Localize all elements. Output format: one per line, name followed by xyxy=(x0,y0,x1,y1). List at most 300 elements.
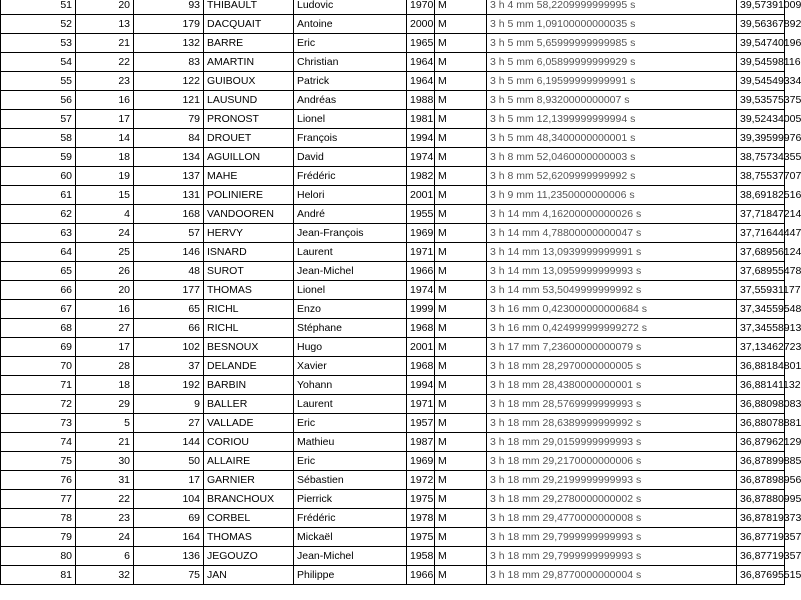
category-rank-cell: 15 xyxy=(76,186,134,205)
firstname-cell: Andréas xyxy=(294,91,407,110)
sex-cell: M xyxy=(435,281,487,300)
birthyear-cell: 1966 xyxy=(407,262,435,281)
bib-cell: 137 xyxy=(134,167,204,186)
category-rank-cell: 21 xyxy=(76,34,134,53)
bib-cell: 146 xyxy=(134,243,204,262)
category-rank-cell: 6 xyxy=(76,547,134,566)
category-rank-cell: 32 xyxy=(76,566,134,585)
rank-cell: 79 xyxy=(1,528,76,547)
lastname-cell: BALLER xyxy=(204,395,294,414)
firstname-cell: David xyxy=(294,148,407,167)
time-cell: 3 h 5 mm 12,1399999999994 s xyxy=(487,110,737,129)
table-row xyxy=(1,395,785,414)
rank-cell: 80 xyxy=(1,547,76,566)
time-cell: 3 h 5 mm 6,19599999999991 s xyxy=(487,72,737,91)
bib-cell: 122 xyxy=(134,72,204,91)
speed-cell: 39,54740196 xyxy=(737,34,785,53)
sex-cell: M xyxy=(435,414,487,433)
birthyear-cell: 2001 xyxy=(407,186,435,205)
sex-cell: M xyxy=(435,528,487,547)
birthyear-cell: 1968 xyxy=(407,357,435,376)
firstname-cell: Frédéric xyxy=(294,167,407,186)
speed-cell: 37,68956124 xyxy=(737,243,785,262)
birthyear-cell: 1974 xyxy=(407,148,435,167)
time-cell: 3 h 18 mm 29,7999999999993 s xyxy=(487,528,737,547)
sex-cell: M xyxy=(435,91,487,110)
birthyear-cell: 2000 xyxy=(407,15,435,34)
category-rank-cell: 30 xyxy=(76,452,134,471)
category-rank-cell: 23 xyxy=(76,509,134,528)
speed-cell: 38,69182516 xyxy=(737,186,785,205)
speed-cell: 36,87719357 xyxy=(737,547,785,566)
time-cell: 3 h 18 mm 29,7999999999993 s xyxy=(487,547,737,566)
category-rank-cell: 31 xyxy=(76,471,134,490)
lastname-cell: BARBIN xyxy=(204,376,294,395)
birthyear-cell: 1971 xyxy=(407,243,435,262)
rank-cell: 52 xyxy=(1,15,76,34)
birthyear-cell: 1971 xyxy=(407,395,435,414)
rank-cell: 57 xyxy=(1,110,76,129)
sex-cell: M xyxy=(435,319,487,338)
sex-cell: M xyxy=(435,34,487,53)
rank-cell: 64 xyxy=(1,243,76,262)
sex-cell: M xyxy=(435,15,487,34)
bib-cell: 66 xyxy=(134,319,204,338)
speed-cell: 39,52434005 xyxy=(737,110,785,129)
speed-cell: 39,57391009 xyxy=(737,0,785,15)
birthyear-cell: 1975 xyxy=(407,528,435,547)
table-row xyxy=(1,281,785,300)
time-cell: 3 h 18 mm 28,4380000000001 s xyxy=(487,376,737,395)
rank-cell: 54 xyxy=(1,53,76,72)
rank-cell: 70 xyxy=(1,357,76,376)
time-cell: 3 h 18 mm 29,2780000000002 s xyxy=(487,490,737,509)
table-row xyxy=(1,452,785,471)
firstname-cell: Stéphane xyxy=(294,319,407,338)
rank-cell: 71 xyxy=(1,376,76,395)
lastname-cell: CORBEL xyxy=(204,509,294,528)
speed-cell: 39,56367892 xyxy=(737,15,785,34)
category-rank-cell: 19 xyxy=(76,167,134,186)
firstname-cell: Laurent xyxy=(294,395,407,414)
bib-cell: 136 xyxy=(134,547,204,566)
sex-cell: M xyxy=(435,148,487,167)
speed-cell: 36,87719357 xyxy=(737,528,785,547)
firstname-cell: Antoine xyxy=(294,15,407,34)
sex-cell: M xyxy=(435,129,487,148)
birthyear-cell: 1969 xyxy=(407,224,435,243)
firstname-cell: Lionel xyxy=(294,110,407,129)
firstname-cell: Philippe xyxy=(294,566,407,585)
table-row xyxy=(1,34,785,53)
birthyear-cell: 1988 xyxy=(407,91,435,110)
speed-cell: 36,88141132 xyxy=(737,376,785,395)
speed-cell: 39,54598116 xyxy=(737,53,785,72)
lastname-cell: AGUILLON xyxy=(204,148,294,167)
sex-cell: M xyxy=(435,262,487,281)
bib-cell: 164 xyxy=(134,528,204,547)
lastname-cell: AMARTIN xyxy=(204,53,294,72)
lastname-cell: BRANCHOUX xyxy=(204,490,294,509)
category-rank-cell: 20 xyxy=(76,0,134,15)
lastname-cell: RICHL xyxy=(204,319,294,338)
table-row xyxy=(1,243,785,262)
firstname-cell: Xavier xyxy=(294,357,407,376)
firstname-cell: Jean-Michel xyxy=(294,547,407,566)
time-cell: 3 h 16 mm 0,424999999999272 s xyxy=(487,319,737,338)
time-cell: 3 h 14 mm 4,78800000000047 s xyxy=(487,224,737,243)
time-cell: 3 h 18 mm 28,2970000000005 s xyxy=(487,357,737,376)
firstname-cell: Jean-François xyxy=(294,224,407,243)
lastname-cell: DACQUAIT xyxy=(204,15,294,34)
lastname-cell: BESNOUX xyxy=(204,338,294,357)
category-rank-cell: 22 xyxy=(76,53,134,72)
firstname-cell: François xyxy=(294,129,407,148)
rank-cell: 66 xyxy=(1,281,76,300)
time-cell: 3 h 5 mm 48,3400000000001 s xyxy=(487,129,737,148)
rank-cell: 51 xyxy=(1,0,76,15)
speed-cell: 37,71644447 xyxy=(737,224,785,243)
birthyear-cell: 1972 xyxy=(407,471,435,490)
firstname-cell: Hugo xyxy=(294,338,407,357)
table-row xyxy=(1,357,785,376)
speed-cell: 36,87880995 xyxy=(737,490,785,509)
lastname-cell: RICHL xyxy=(204,300,294,319)
sex-cell: M xyxy=(435,338,487,357)
firstname-cell: Yohann xyxy=(294,376,407,395)
time-cell: 3 h 14 mm 13,0959999999993 s xyxy=(487,262,737,281)
sex-cell: M xyxy=(435,547,487,566)
lastname-cell: VALLADE xyxy=(204,414,294,433)
rank-cell: 65 xyxy=(1,262,76,281)
birthyear-cell: 1966 xyxy=(407,566,435,585)
table-row xyxy=(1,490,785,509)
rank-cell: 68 xyxy=(1,319,76,338)
lastname-cell: THIBAULT xyxy=(204,0,294,15)
category-rank-cell: 16 xyxy=(76,91,134,110)
category-rank-cell: 5 xyxy=(76,414,134,433)
table-row xyxy=(1,224,785,243)
lastname-cell: POLINIERE xyxy=(204,186,294,205)
lastname-cell: ISNARD xyxy=(204,243,294,262)
rank-cell: 58 xyxy=(1,129,76,148)
sex-cell: M xyxy=(435,0,487,15)
firstname-cell: Eric xyxy=(294,414,407,433)
rank-cell: 53 xyxy=(1,34,76,53)
bib-cell: 177 xyxy=(134,281,204,300)
firstname-cell: Sébastien xyxy=(294,471,407,490)
category-rank-cell: 25 xyxy=(76,243,134,262)
sex-cell: M xyxy=(435,243,487,262)
speed-cell: 36,88078881 xyxy=(737,414,785,433)
time-cell: 3 h 9 mm 11,2350000000006 s xyxy=(487,186,737,205)
lastname-cell: THOMAS xyxy=(204,528,294,547)
sex-cell: M xyxy=(435,167,487,186)
firstname-cell: Enzo xyxy=(294,300,407,319)
rank-cell: 73 xyxy=(1,414,76,433)
time-cell: 3 h 4 mm 58,2209999999995 s xyxy=(487,0,737,15)
table-row xyxy=(1,338,785,357)
speed-cell: 36,87962129 xyxy=(737,433,785,452)
sex-cell: M xyxy=(435,376,487,395)
birthyear-cell: 1974 xyxy=(407,281,435,300)
firstname-cell: Mickaël xyxy=(294,528,407,547)
table-row xyxy=(1,319,785,338)
firstname-cell: Lionel xyxy=(294,281,407,300)
sex-cell: M xyxy=(435,566,487,585)
table-row xyxy=(1,205,785,224)
speed-cell: 39,53575375 xyxy=(737,91,785,110)
table-row xyxy=(1,300,785,319)
firstname-cell: Eric xyxy=(294,452,407,471)
bib-cell: 102 xyxy=(134,338,204,357)
time-cell: 3 h 5 mm 1,09100000000035 s xyxy=(487,15,737,34)
lastname-cell: GUIBOUX xyxy=(204,72,294,91)
bib-cell: 75 xyxy=(134,566,204,585)
category-rank-cell: 18 xyxy=(76,148,134,167)
sex-cell: M xyxy=(435,452,487,471)
sex-cell: M xyxy=(435,471,487,490)
sex-cell: M xyxy=(435,357,487,376)
lastname-cell: MAHE xyxy=(204,167,294,186)
table-row xyxy=(1,566,785,585)
time-cell: 3 h 5 mm 5,65999999999985 s xyxy=(487,34,737,53)
birthyear-cell: 1981 xyxy=(407,110,435,129)
sex-cell: M xyxy=(435,72,487,91)
rank-cell: 59 xyxy=(1,148,76,167)
time-cell: 3 h 14 mm 13,0939999999991 s xyxy=(487,243,737,262)
category-rank-cell: 27 xyxy=(76,319,134,338)
firstname-cell: Mathieu xyxy=(294,433,407,452)
table-row xyxy=(1,433,785,452)
table-row xyxy=(1,110,785,129)
birthyear-cell: 1987 xyxy=(407,433,435,452)
bib-cell: 121 xyxy=(134,91,204,110)
bib-cell: 65 xyxy=(134,300,204,319)
category-rank-cell: 22 xyxy=(76,490,134,509)
category-rank-cell: 26 xyxy=(76,262,134,281)
lastname-cell: JAN xyxy=(204,566,294,585)
speed-cell: 38,75537707 xyxy=(737,167,785,186)
lastname-cell: JEGOUZO xyxy=(204,547,294,566)
rank-cell: 55 xyxy=(1,72,76,91)
speed-cell: 36,87695515 xyxy=(737,566,785,585)
table-row xyxy=(1,186,785,205)
rank-cell: 61 xyxy=(1,186,76,205)
time-cell: 3 h 14 mm 53,5049999999992 s xyxy=(487,281,737,300)
bib-cell: 132 xyxy=(134,34,204,53)
bib-cell: 168 xyxy=(134,205,204,224)
birthyear-cell: 2001 xyxy=(407,338,435,357)
speed-cell: 37,34558913 xyxy=(737,319,785,338)
time-cell: 3 h 18 mm 29,8770000000004 s xyxy=(487,566,737,585)
bib-cell: 27 xyxy=(134,414,204,433)
bib-cell: 50 xyxy=(134,452,204,471)
rank-cell: 67 xyxy=(1,300,76,319)
rank-cell: 78 xyxy=(1,509,76,528)
table-row xyxy=(1,376,785,395)
time-cell: 3 h 18 mm 29,4770000000008 s xyxy=(487,509,737,528)
category-rank-cell: 29 xyxy=(76,395,134,414)
speed-cell: 36,88098083 xyxy=(737,395,785,414)
time-cell: 3 h 18 mm 29,0159999999993 s xyxy=(487,433,737,452)
category-rank-cell: 16 xyxy=(76,300,134,319)
lastname-cell: GARNIER xyxy=(204,471,294,490)
rank-cell: 77 xyxy=(1,490,76,509)
lastname-cell: SUROT xyxy=(204,262,294,281)
birthyear-cell: 1999 xyxy=(407,300,435,319)
table-row xyxy=(1,72,785,91)
time-cell: 3 h 18 mm 28,6389999999992 s xyxy=(487,414,737,433)
speed-cell: 36,88184801 xyxy=(737,357,785,376)
sex-cell: M xyxy=(435,205,487,224)
sex-cell: M xyxy=(435,509,487,528)
lastname-cell: ALLAIRE xyxy=(204,452,294,471)
time-cell: 3 h 18 mm 29,2170000000006 s xyxy=(487,452,737,471)
bib-cell: 93 xyxy=(134,0,204,15)
firstname-cell: Helori xyxy=(294,186,407,205)
table-row xyxy=(1,509,785,528)
sex-cell: M xyxy=(435,433,487,452)
time-cell: 3 h 18 mm 28,5769999999993 s xyxy=(487,395,737,414)
category-rank-cell: 24 xyxy=(76,528,134,547)
results-table-body xyxy=(1,0,801,585)
category-rank-cell: 18 xyxy=(76,376,134,395)
birthyear-cell: 1970 xyxy=(407,0,435,15)
rank-cell: 72 xyxy=(1,395,76,414)
table-row xyxy=(1,91,785,110)
firstname-cell: Frédéric xyxy=(294,509,407,528)
birthyear-cell: 1982 xyxy=(407,167,435,186)
category-rank-cell: 28 xyxy=(76,357,134,376)
category-rank-cell: 21 xyxy=(76,433,134,452)
firstname-cell: André xyxy=(294,205,407,224)
bib-cell: 192 xyxy=(134,376,204,395)
firstname-cell: Eric xyxy=(294,34,407,53)
rank-cell: 69 xyxy=(1,338,76,357)
firstname-cell: Pierrick xyxy=(294,490,407,509)
lastname-cell: DELANDE xyxy=(204,357,294,376)
firstname-cell: Laurent xyxy=(294,243,407,262)
speed-cell: 36,87898956 xyxy=(737,471,785,490)
category-rank-cell: 17 xyxy=(76,338,134,357)
rank-cell: 62 xyxy=(1,205,76,224)
bib-cell: 48 xyxy=(134,262,204,281)
category-rank-cell: 17 xyxy=(76,110,134,129)
bib-cell: 57 xyxy=(134,224,204,243)
category-rank-cell: 13 xyxy=(76,15,134,34)
table-row xyxy=(1,129,785,148)
speed-cell: 37,13462723 xyxy=(737,338,785,357)
bib-cell: 104 xyxy=(134,490,204,509)
birthyear-cell: 1964 xyxy=(407,72,435,91)
bib-cell: 144 xyxy=(134,433,204,452)
sex-cell: M xyxy=(435,53,487,72)
lastname-cell: PRONOST xyxy=(204,110,294,129)
sex-cell: M xyxy=(435,300,487,319)
birthyear-cell: 1955 xyxy=(407,205,435,224)
birthyear-cell: 1994 xyxy=(407,376,435,395)
time-cell: 3 h 14 mm 4,16200000000026 s xyxy=(487,205,737,224)
table-row xyxy=(1,262,785,281)
birthyear-cell: 1964 xyxy=(407,53,435,72)
bib-cell: 9 xyxy=(134,395,204,414)
rank-cell: 76 xyxy=(1,471,76,490)
category-rank-cell: 14 xyxy=(76,129,134,148)
table-row xyxy=(1,547,785,566)
bib-cell: 37 xyxy=(134,357,204,376)
category-rank-cell: 23 xyxy=(76,72,134,91)
birthyear-cell: 1975 xyxy=(407,490,435,509)
table-row xyxy=(1,0,785,15)
birthyear-cell: 1968 xyxy=(407,319,435,338)
category-rank-cell: 24 xyxy=(76,224,134,243)
speed-cell: 37,71847214 xyxy=(737,205,785,224)
birthyear-cell: 1994 xyxy=(407,129,435,148)
category-rank-cell: 20 xyxy=(76,281,134,300)
rank-cell: 75 xyxy=(1,452,76,471)
bib-cell: 84 xyxy=(134,129,204,148)
lastname-cell: LAUSUND xyxy=(204,91,294,110)
time-cell: 3 h 5 mm 8,9320000000007 s xyxy=(487,91,737,110)
bib-cell: 179 xyxy=(134,15,204,34)
bib-cell: 79 xyxy=(134,110,204,129)
table-row xyxy=(1,167,785,186)
birthyear-cell: 1965 xyxy=(407,34,435,53)
rank-cell: 81 xyxy=(1,566,76,585)
speed-cell: 39,54549334 xyxy=(737,72,785,91)
category-rank-cell: 4 xyxy=(76,205,134,224)
rank-cell: 60 xyxy=(1,167,76,186)
sex-cell: M xyxy=(435,224,487,243)
rank-cell: 74 xyxy=(1,433,76,452)
firstname-cell: Ludovic xyxy=(294,0,407,15)
birthyear-cell: 1978 xyxy=(407,509,435,528)
time-cell: 3 h 8 mm 52,0460000000003 s xyxy=(487,148,737,167)
time-cell: 3 h 5 mm 6,05899999999929 s xyxy=(487,53,737,72)
table-row xyxy=(1,528,785,547)
speed-cell: 36,87819373 xyxy=(737,509,785,528)
firstname-cell: Christian xyxy=(294,53,407,72)
birthyear-cell: 1969 xyxy=(407,452,435,471)
table-row xyxy=(1,148,785,167)
bib-cell: 131 xyxy=(134,186,204,205)
time-cell: 3 h 16 mm 0,423000000000684 s xyxy=(487,300,737,319)
bib-cell: 83 xyxy=(134,53,204,72)
sex-cell: M xyxy=(435,186,487,205)
firstname-cell: Patrick xyxy=(294,72,407,91)
sex-cell: M xyxy=(435,490,487,509)
time-cell: 3 h 8 mm 52,6209999999992 s xyxy=(487,167,737,186)
rank-cell: 63 xyxy=(1,224,76,243)
lastname-cell: DROUET xyxy=(204,129,294,148)
bib-cell: 134 xyxy=(134,148,204,167)
lastname-cell: VANDOOREN xyxy=(204,205,294,224)
time-cell: 3 h 18 mm 29,2199999999993 s xyxy=(487,471,737,490)
speed-cell: 37,55931177 xyxy=(737,281,785,300)
bib-cell: 17 xyxy=(134,471,204,490)
table-row xyxy=(1,471,785,490)
speed-cell: 37,34559548 xyxy=(737,300,785,319)
speed-cell: 38,75734355 xyxy=(737,148,785,167)
table-row xyxy=(1,53,785,72)
sex-cell: M xyxy=(435,395,487,414)
birthyear-cell: 1957 xyxy=(407,414,435,433)
rank-cell: 56 xyxy=(1,91,76,110)
speed-cell: 37,68955478 xyxy=(737,262,785,281)
speed-cell: 39,39599976 xyxy=(737,129,785,148)
table-row xyxy=(1,414,785,433)
